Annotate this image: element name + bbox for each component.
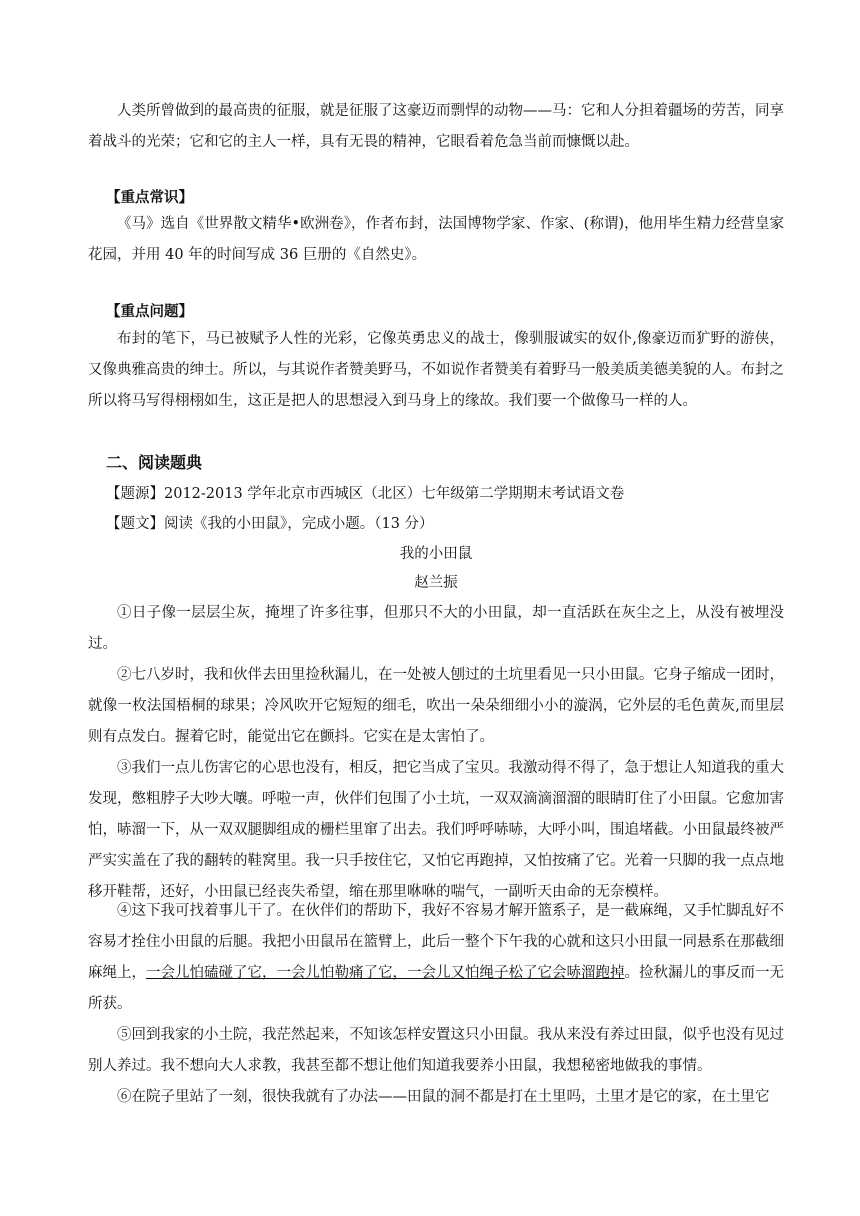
- story-title: 我的小田鼠: [399, 546, 473, 562]
- question-prompt: 【题文】阅读《我的小田鼠》，完成小题。（13 分）: [106, 516, 434, 532]
- story-paragraph-5: ⑤回到我家的小土院，我茫然起来，不知该怎样安置这只小田鼠。我从来没有养过田鼠，似乎也没有见过别人养过。我不想向大人求教，我甚至都不想让他们知道我要养小田鼠，我想秘密地做我的事情。: [88, 1027, 784, 1074]
- story-paragraph-1: ①日子像一层层尘灰，掩埋了许多往事，但那只不大的小田鼠，却一直活跃在灰尘之上，从没有被埋没过。: [88, 605, 784, 652]
- story-paragraph-2: ②七八岁时，我和伙伴去田里捡秋漏儿，在一处被人刨过的土坑里看见一只小田鼠。它身子缩成一团时，就像一枚法国梧桐的球果；冷风吹开它短短的细毛，吹出一朵朵细细小小的漩涡，它外层的毛色黄灰,而里层则有点发白。握着它时，能觉出它在颤抖。它实在是太害怕了。: [88, 667, 784, 745]
- reading-section-title: 二、阅读题典: [106, 453, 203, 472]
- underlined-sentence: 一会儿怕磕碰了它，一会儿怕勒痛了它，一会儿又怕绳子松了它会哧溜跑掉: [146, 965, 625, 981]
- question-source: 【题源】2012-2013 学年北京市西城区（北区）七年级第二学期期末考试语文卷: [106, 486, 625, 502]
- story-author: 赵兰振: [414, 575, 458, 591]
- intro-paragraph: 人类所曾做到的最高贵的征服，就是征服了这豪迈而剽悍的动物——马：它和人分担着疆场的劳苦，同享着战斗的光荣；它和它的主人一样，具有无畏的精神，它眼看着危急当前而慷慨以赴。: [88, 103, 784, 150]
- story-paragraph-4: [88, 896, 784, 1020]
- knowledge-paragraph: 《马》选自《世界散文精华•欧洲卷》，作者布封，法国博物学家、作家、(称谓)，他用毕生精力经营皇家花园，并用 40 年的时间写成 36 巨册的《自然史》。: [88, 216, 784, 263]
- story-paragraph-4-end: 。捡秋漏儿的事反而一无所获。: [88, 965, 784, 1012]
- story-paragraph-4-start: ④这下我可找着事儿干了。在伙伴们的帮助下，我好不容易才解开篮系子，是一截麻绳，又手忙脚乱好不容易才拴住小田鼠的后腿。我把小田鼠吊在篮臂上，此后一整个下午我的心就和这只小田鼠一同悬系在那截细麻绳上，: [88, 903, 784, 981]
- story-paragraph-6: ⑥在院子里站了一刻，很快我就有了办法——田鼠的洞不都是打在土里吗，土里才是它的家，在土里它: [117, 1089, 770, 1105]
- knowledge-heading: 【重点常识】: [106, 189, 193, 206]
- story-paragraph-3: ③我们一点儿伤害它的心思也没有，相反，把它当成了宝贝。我激动得不得了，急于想让人知道我的重大发现，憋粗脖子大吵大嚷。呼啦一声，伙伴们包围了小土坑，一双双滴滴溜溜的眼睛盯住了小田鼠。它愈加害怕，哧溜一下，从一双双腿脚组成的栅栏里窜了出去。我们呼呼哧哧，大呼小叫，围追堵截。小田鼠最终被严严实实盖在了我的翻转的鞋窝里。我一只手按住它，又怕它再跑掉，又怕按痛了它。光着一只脚的我一点点地移开鞋帮，还好，小田鼠已经丧失希望，缩在那里咻咻的喘气，一副听天由命的无奈模样。: [88, 760, 784, 900]
- question-paragraph: 布封的笔下，马已被赋予人性的光彩，它像英勇忠义的战士，像驯服诚实的奴仆,像豪迈而犷野的游侠，又像典雅高贵的绅士。所以，与其说作者赞美野马，不如说作者赞美有着野马一般美质美德美貌的人。布封之所以将马写得栩栩如生，这正是把人的思想浸入到马身上的缘故。我们要一个做像马一样的人。: [88, 331, 784, 409]
- question-heading: 【重点问题】: [106, 303, 193, 320]
